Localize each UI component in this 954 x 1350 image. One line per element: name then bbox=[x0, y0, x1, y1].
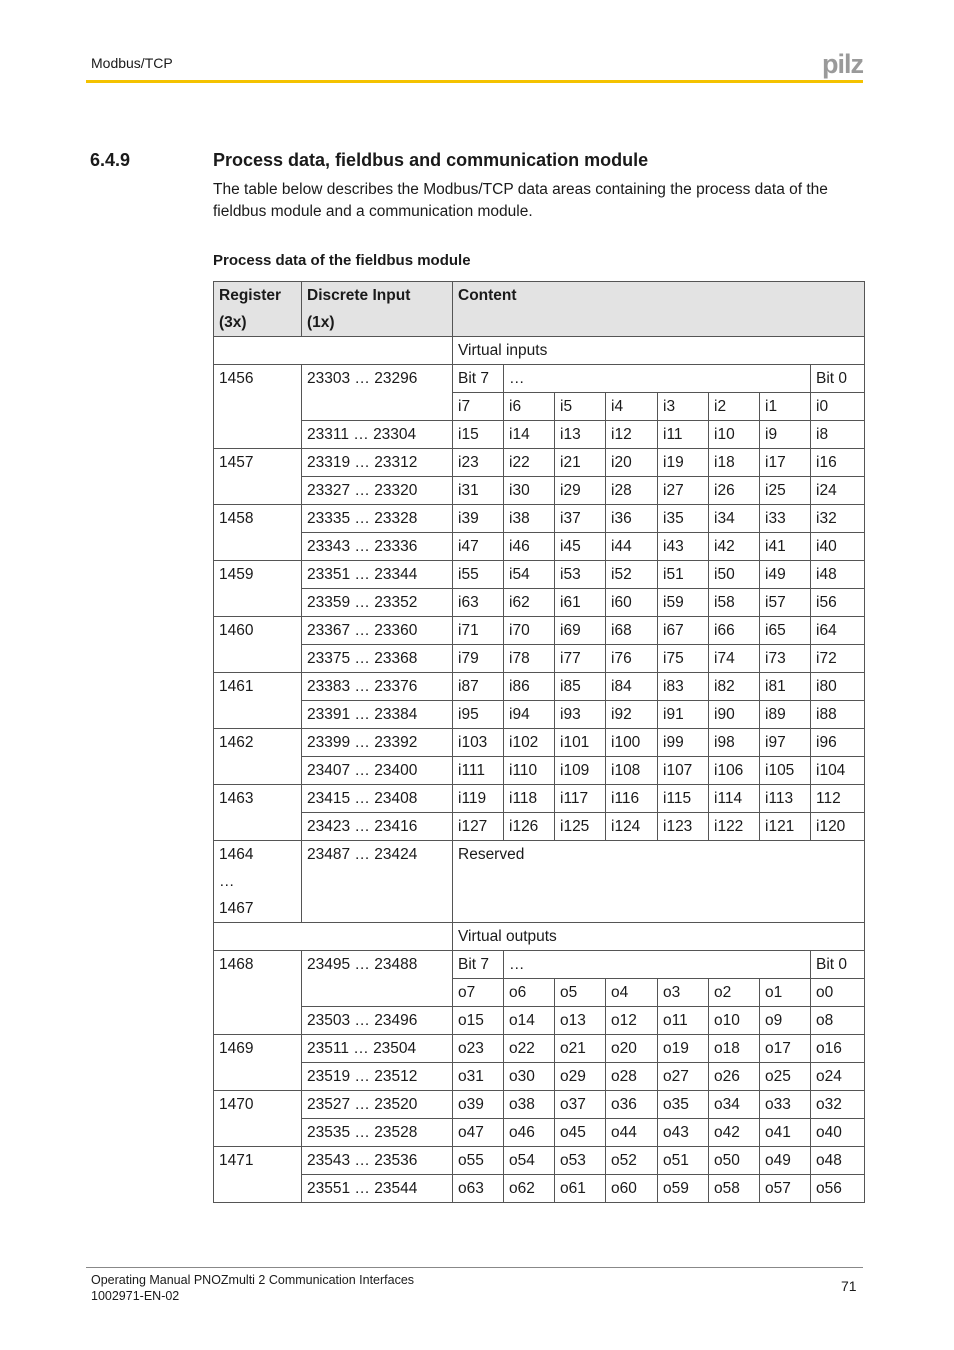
bit-cell: o12 bbox=[606, 1007, 658, 1035]
bit-cell: i127 bbox=[453, 813, 504, 841]
bit-cell: i11 bbox=[658, 421, 709, 449]
header-discrete-line1: Discrete Input bbox=[307, 287, 411, 304]
bit-cell: i39 bbox=[453, 505, 504, 533]
bit-cell: i36 bbox=[606, 505, 658, 533]
bit-cell: i50 bbox=[709, 561, 760, 589]
bit-cell: o4 bbox=[606, 979, 658, 1007]
bit-cell: i107 bbox=[658, 757, 709, 785]
bit-cell: i125 bbox=[555, 813, 606, 841]
discrete-input-cell: 23375 … 23368 bbox=[302, 645, 453, 673]
bit-cell: i2 bbox=[709, 393, 760, 421]
discrete-input-cell: 23543 … 23536 bbox=[302, 1147, 453, 1175]
bit-cell: o9 bbox=[760, 1007, 811, 1035]
bit-cell: i94 bbox=[504, 701, 555, 729]
bit-cell: i75 bbox=[658, 645, 709, 673]
table-row bbox=[214, 421, 865, 449]
bit-cell: i117 bbox=[555, 785, 606, 813]
bit-cell: i121 bbox=[760, 813, 811, 841]
bit-cell: i103 bbox=[453, 729, 504, 757]
section-label-row bbox=[214, 337, 865, 365]
bit-cell: o35 bbox=[658, 1091, 709, 1119]
bit-cell: o33 bbox=[760, 1091, 811, 1119]
bit-cell: i61 bbox=[555, 589, 606, 617]
bit-cell: i1 bbox=[760, 393, 811, 421]
header-content: Content bbox=[453, 282, 865, 337]
bit-ellipsis: … bbox=[504, 365, 811, 393]
register-cell: 1470 bbox=[214, 1091, 302, 1147]
bit-cell: o32 bbox=[811, 1091, 865, 1119]
section-number: 6.4.9 bbox=[90, 150, 131, 170]
discrete-input-cell: 23535 … 23528 bbox=[302, 1119, 453, 1147]
bit-cell: o16 bbox=[811, 1035, 865, 1063]
bit-cell: i119 bbox=[453, 785, 504, 813]
empty-cell bbox=[214, 923, 453, 951]
bit-cell: i20 bbox=[606, 449, 658, 477]
table-row bbox=[214, 589, 865, 617]
bit-cell: i0 bbox=[811, 393, 865, 421]
bit-cell: i60 bbox=[606, 589, 658, 617]
bit-cell: o3 bbox=[658, 979, 709, 1007]
bit-cell: i3 bbox=[658, 393, 709, 421]
bit-cell: o40 bbox=[811, 1119, 865, 1147]
bit-cell: i47 bbox=[453, 533, 504, 561]
table-caption: Process data of the fieldbus module bbox=[213, 252, 471, 269]
discrete-input-cell: 23327 … 23320 bbox=[302, 477, 453, 505]
discrete-input-cell: 23311 … 23304 bbox=[302, 421, 453, 449]
header-register bbox=[214, 282, 302, 337]
pilz-logo: pilz bbox=[822, 49, 863, 79]
bit-cell: i85 bbox=[555, 673, 606, 701]
reserved-content: Reserved bbox=[453, 841, 865, 923]
bit-cell: i120 bbox=[811, 813, 865, 841]
bit-cell: i66 bbox=[709, 617, 760, 645]
discrete-input-cell: 23519 … 23512 bbox=[302, 1063, 453, 1091]
section-label-row bbox=[214, 923, 865, 951]
bit-cell: o17 bbox=[760, 1035, 811, 1063]
bit-cell: o59 bbox=[658, 1175, 709, 1203]
bit-cell: i42 bbox=[709, 533, 760, 561]
bit0-label: Bit 0 bbox=[811, 365, 865, 393]
bit-cell: i91 bbox=[658, 701, 709, 729]
bit-cell: o22 bbox=[504, 1035, 555, 1063]
bit-cell: i19 bbox=[658, 449, 709, 477]
bit-cell: i59 bbox=[658, 589, 709, 617]
bit-cell: i26 bbox=[709, 477, 760, 505]
discrete-input-cell: 23391 … 23384 bbox=[302, 701, 453, 729]
table-row bbox=[214, 561, 865, 589]
bit-cell: i9 bbox=[760, 421, 811, 449]
bit-cell: o26 bbox=[709, 1063, 760, 1091]
bit-cell: i67 bbox=[658, 617, 709, 645]
bit-cell: i27 bbox=[658, 477, 709, 505]
table-row bbox=[214, 729, 865, 757]
bit-cell: o15 bbox=[453, 1007, 504, 1035]
table-row bbox=[214, 1119, 865, 1147]
bit-cell: o42 bbox=[709, 1119, 760, 1147]
bit-cell: i96 bbox=[811, 729, 865, 757]
bit-cell: i115 bbox=[658, 785, 709, 813]
bit-cell: i44 bbox=[606, 533, 658, 561]
bit-cell: o29 bbox=[555, 1063, 606, 1091]
bit-cell: o2 bbox=[709, 979, 760, 1007]
bit-cell: o55 bbox=[453, 1147, 504, 1175]
bit-cell: o54 bbox=[504, 1147, 555, 1175]
register-cell: 1457 bbox=[214, 449, 302, 505]
table-row bbox=[214, 1147, 865, 1175]
bit-cell: i114 bbox=[709, 785, 760, 813]
bit-cell: i18 bbox=[709, 449, 760, 477]
bit-cell: i109 bbox=[555, 757, 606, 785]
bit-cell: o45 bbox=[555, 1119, 606, 1147]
discrete-input-cell: 23359 … 23352 bbox=[302, 589, 453, 617]
bit-cell: o41 bbox=[760, 1119, 811, 1147]
bit-cell: i64 bbox=[811, 617, 865, 645]
bit-cell: o31 bbox=[453, 1063, 504, 1091]
bit-cell: i30 bbox=[504, 477, 555, 505]
discrete-input-cell: 23351 … 23344 bbox=[302, 561, 453, 589]
bit-cell: o52 bbox=[606, 1147, 658, 1175]
bit-cell: i45 bbox=[555, 533, 606, 561]
table-row bbox=[214, 449, 865, 477]
bit-cell: i24 bbox=[811, 477, 865, 505]
bit-cell: o44 bbox=[606, 1119, 658, 1147]
bit-cell: i108 bbox=[606, 757, 658, 785]
bit-cell: o7 bbox=[453, 979, 504, 1007]
bit-cell: o61 bbox=[555, 1175, 606, 1203]
bit-cell: i86 bbox=[504, 673, 555, 701]
bit-cell: i126 bbox=[504, 813, 555, 841]
bit-cell: i49 bbox=[760, 561, 811, 589]
discrete-input-cell: 23399 … 23392 bbox=[302, 729, 453, 757]
bit-cell: o46 bbox=[504, 1119, 555, 1147]
bit-cell: i43 bbox=[658, 533, 709, 561]
bit-cell: i55 bbox=[453, 561, 504, 589]
bit0-label: Bit 0 bbox=[811, 951, 865, 979]
bit-cell: i84 bbox=[606, 673, 658, 701]
bit-cell: o53 bbox=[555, 1147, 606, 1175]
bit-cell: o28 bbox=[606, 1063, 658, 1091]
table-row bbox=[214, 617, 865, 645]
reserved-row bbox=[214, 841, 865, 923]
register-cell: 1463 bbox=[214, 785, 302, 841]
bit-cell: o24 bbox=[811, 1063, 865, 1091]
bit-cell: i71 bbox=[453, 617, 504, 645]
header-discrete-input bbox=[302, 282, 453, 337]
bit7-label: Bit 7 bbox=[453, 951, 504, 979]
table-row bbox=[214, 701, 865, 729]
bit-cell: o43 bbox=[658, 1119, 709, 1147]
bit-cell: i4 bbox=[606, 393, 658, 421]
bit-cell: o56 bbox=[811, 1175, 865, 1203]
table-row bbox=[214, 505, 865, 533]
table-row bbox=[214, 1091, 865, 1119]
header-rule bbox=[86, 80, 863, 83]
bit-cell: i72 bbox=[811, 645, 865, 673]
discrete-input-cell: 23335 … 23328 bbox=[302, 505, 453, 533]
bit-cell: o8 bbox=[811, 1007, 865, 1035]
intro-paragraph: The table below describes the Modbus/TCP data areas containing the process data of the fieldbus module and a communication module. bbox=[213, 181, 828, 220]
bit-cell: i63 bbox=[453, 589, 504, 617]
bit-cell: i83 bbox=[658, 673, 709, 701]
bit-cell: o5 bbox=[555, 979, 606, 1007]
reserved-register-line: 1467 bbox=[219, 900, 254, 917]
bit-cell: i99 bbox=[658, 729, 709, 757]
bit-cell: i105 bbox=[760, 757, 811, 785]
bit-cell: i80 bbox=[811, 673, 865, 701]
bit-cell: i77 bbox=[555, 645, 606, 673]
discrete-input-cell: 23415 … 23408 bbox=[302, 785, 453, 813]
bit-cell: i35 bbox=[658, 505, 709, 533]
bit-cell: i116 bbox=[606, 785, 658, 813]
bit-cell: i70 bbox=[504, 617, 555, 645]
bit-cell: i10 bbox=[709, 421, 760, 449]
bit-cell: i98 bbox=[709, 729, 760, 757]
bit-cell: i54 bbox=[504, 561, 555, 589]
bit-cell: o21 bbox=[555, 1035, 606, 1063]
bit-cell: i81 bbox=[760, 673, 811, 701]
bit-cell: o6 bbox=[504, 979, 555, 1007]
bit-cell: o10 bbox=[709, 1007, 760, 1035]
table-row bbox=[214, 813, 865, 841]
register-cell: 1459 bbox=[214, 561, 302, 617]
discrete-input-cell: 23303 … 23296 bbox=[302, 365, 453, 421]
bit-cell: o48 bbox=[811, 1147, 865, 1175]
table-row bbox=[214, 533, 865, 561]
register-cell: 1460 bbox=[214, 617, 302, 673]
table-row bbox=[214, 477, 865, 505]
bit-cell: o20 bbox=[606, 1035, 658, 1063]
bit-cell: o49 bbox=[760, 1147, 811, 1175]
table-row bbox=[214, 365, 865, 393]
bit-cell: o14 bbox=[504, 1007, 555, 1035]
register-cell: 1468 bbox=[214, 951, 302, 1035]
discrete-input-cell: 23551 … 23544 bbox=[302, 1175, 453, 1203]
bit-cell: i110 bbox=[504, 757, 555, 785]
header-register-line2: (3x) bbox=[219, 314, 247, 331]
bit-cell: i37 bbox=[555, 505, 606, 533]
bit-cell: i68 bbox=[606, 617, 658, 645]
section-title: Process data, fieldbus and communication module bbox=[213, 150, 649, 170]
bit-cell: i97 bbox=[760, 729, 811, 757]
table-row bbox=[214, 1063, 865, 1091]
table-header-row bbox=[214, 282, 865, 337]
discrete-input-cell: 23503 … 23496 bbox=[302, 1007, 453, 1035]
discrete-input-cell: 23383 … 23376 bbox=[302, 673, 453, 701]
bit-cell: i56 bbox=[811, 589, 865, 617]
discrete-input-cell: 23319 … 23312 bbox=[302, 449, 453, 477]
bit-cell: i95 bbox=[453, 701, 504, 729]
process-data-table bbox=[213, 281, 865, 1203]
bit-cell: i23 bbox=[453, 449, 504, 477]
bit-cell: i17 bbox=[760, 449, 811, 477]
bit-ellipsis: … bbox=[504, 951, 811, 979]
bit-cell: o23 bbox=[453, 1035, 504, 1063]
running-header: Modbus/TCP bbox=[91, 55, 173, 71]
bit-cell: i76 bbox=[606, 645, 658, 673]
bit-cell: i38 bbox=[504, 505, 555, 533]
bit7-label: Bit 7 bbox=[453, 365, 504, 393]
register-cell: 1456 bbox=[214, 365, 302, 449]
virtual-inputs-label: Virtual inputs bbox=[453, 337, 865, 365]
bit-cell: i69 bbox=[555, 617, 606, 645]
empty-cell bbox=[214, 337, 453, 365]
bit-cell: o27 bbox=[658, 1063, 709, 1091]
bit-cell: i78 bbox=[504, 645, 555, 673]
register-cell: 1461 bbox=[214, 673, 302, 729]
bit-cell: i8 bbox=[811, 421, 865, 449]
reserved-register-line: … bbox=[219, 873, 235, 890]
bit-cell: i7 bbox=[453, 393, 504, 421]
bit-cell: o37 bbox=[555, 1091, 606, 1119]
bit-cell: i88 bbox=[811, 701, 865, 729]
footer-title: Operating Manual PNOZmulti 2 Communication Interfaces bbox=[91, 1273, 415, 1287]
bit-cell: i90 bbox=[709, 701, 760, 729]
bit-cell: i111 bbox=[453, 757, 504, 785]
bit-cell: i46 bbox=[504, 533, 555, 561]
table-row bbox=[214, 1175, 865, 1203]
bit-cell: i33 bbox=[760, 505, 811, 533]
bit-cell: o62 bbox=[504, 1175, 555, 1203]
table-row bbox=[214, 1007, 865, 1035]
bit-cell: i113 bbox=[760, 785, 811, 813]
table-row bbox=[214, 785, 865, 813]
bit-cell: i21 bbox=[555, 449, 606, 477]
bit-cell: o39 bbox=[453, 1091, 504, 1119]
bit-cell: o63 bbox=[453, 1175, 504, 1203]
table-row bbox=[214, 1035, 865, 1063]
bit-cell: i5 bbox=[555, 393, 606, 421]
bit-cell: o50 bbox=[709, 1147, 760, 1175]
bit-cell: i102 bbox=[504, 729, 555, 757]
bit-cell: i25 bbox=[760, 477, 811, 505]
discrete-input-cell: 23495 … 23488 bbox=[302, 951, 453, 1007]
page-number: 71 bbox=[841, 1278, 857, 1294]
header-discrete-line2: (1x) bbox=[307, 314, 335, 331]
bit-cell: i13 bbox=[555, 421, 606, 449]
bit-cell: o60 bbox=[606, 1175, 658, 1203]
discrete-input-cell: 23423 … 23416 bbox=[302, 813, 453, 841]
register-cell: 1458 bbox=[214, 505, 302, 561]
bit-cell: i101 bbox=[555, 729, 606, 757]
bit-cell: o30 bbox=[504, 1063, 555, 1091]
bit-cell: i100 bbox=[606, 729, 658, 757]
bit-cell: i12 bbox=[606, 421, 658, 449]
bit-cell: i29 bbox=[555, 477, 606, 505]
bit-cell: o11 bbox=[658, 1007, 709, 1035]
bit-cell: o34 bbox=[709, 1091, 760, 1119]
reserved-register-cell bbox=[214, 841, 302, 923]
bit-cell: i31 bbox=[453, 477, 504, 505]
bit-cell: i62 bbox=[504, 589, 555, 617]
discrete-input-cell: 23407 … 23400 bbox=[302, 757, 453, 785]
table-row bbox=[214, 645, 865, 673]
bit-cell: i15 bbox=[453, 421, 504, 449]
bit-cell: i74 bbox=[709, 645, 760, 673]
bit-cell: 112 bbox=[811, 785, 865, 813]
bit-cell: o38 bbox=[504, 1091, 555, 1119]
bit-cell: i104 bbox=[811, 757, 865, 785]
bit-cell: i48 bbox=[811, 561, 865, 589]
bit-cell: i22 bbox=[504, 449, 555, 477]
bit-cell: i53 bbox=[555, 561, 606, 589]
bit-cell: o19 bbox=[658, 1035, 709, 1063]
table-row bbox=[214, 673, 865, 701]
bit-cell: i28 bbox=[606, 477, 658, 505]
bit-cell: i57 bbox=[760, 589, 811, 617]
bit-cell: i118 bbox=[504, 785, 555, 813]
bit-cell: i51 bbox=[658, 561, 709, 589]
bit-cell: i41 bbox=[760, 533, 811, 561]
bit-cell: o18 bbox=[709, 1035, 760, 1063]
register-cell: 1471 bbox=[214, 1147, 302, 1203]
bit-cell: o36 bbox=[606, 1091, 658, 1119]
bit-cell: i40 bbox=[811, 533, 865, 561]
bit-cell: i79 bbox=[453, 645, 504, 673]
bit-cell: i92 bbox=[606, 701, 658, 729]
bit-cell: o57 bbox=[760, 1175, 811, 1203]
bit-cell: o13 bbox=[555, 1007, 606, 1035]
bit-cell: i14 bbox=[504, 421, 555, 449]
discrete-input-cell: 23343 … 23336 bbox=[302, 533, 453, 561]
register-cell: 1469 bbox=[214, 1035, 302, 1091]
reserved-discrete-input: 23487 … 23424 bbox=[302, 841, 453, 923]
bit-cell: i6 bbox=[504, 393, 555, 421]
bit-cell: i32 bbox=[811, 505, 865, 533]
footer-rule bbox=[86, 1267, 863, 1268]
discrete-input-cell: 23527 … 23520 bbox=[302, 1091, 453, 1119]
bit-cell: i16 bbox=[811, 449, 865, 477]
bit-cell: o51 bbox=[658, 1147, 709, 1175]
bit-cell: o1 bbox=[760, 979, 811, 1007]
bit-cell: i123 bbox=[658, 813, 709, 841]
bit-cell: i58 bbox=[709, 589, 760, 617]
bit-cell: i87 bbox=[453, 673, 504, 701]
bit-cell: i34 bbox=[709, 505, 760, 533]
table-row bbox=[214, 951, 865, 979]
bit-cell: i89 bbox=[760, 701, 811, 729]
bit-cell: o58 bbox=[709, 1175, 760, 1203]
register-cell: 1462 bbox=[214, 729, 302, 785]
bit-cell: i52 bbox=[606, 561, 658, 589]
header-register-line1: Register bbox=[219, 287, 282, 304]
table-row bbox=[214, 757, 865, 785]
bit-cell: i82 bbox=[709, 673, 760, 701]
bit-cell: i124 bbox=[606, 813, 658, 841]
reserved-register-line: 1464 bbox=[219, 846, 254, 863]
bit-cell: o25 bbox=[760, 1063, 811, 1091]
bit-cell: i73 bbox=[760, 645, 811, 673]
bit-cell: i93 bbox=[555, 701, 606, 729]
bit-cell: i65 bbox=[760, 617, 811, 645]
discrete-input-cell: 23511 … 23504 bbox=[302, 1035, 453, 1063]
bit-cell: i106 bbox=[709, 757, 760, 785]
bit-cell: o0 bbox=[811, 979, 865, 1007]
footer-doc-number: 1002971-EN-02 bbox=[91, 1289, 180, 1303]
bit-cell: o47 bbox=[453, 1119, 504, 1147]
discrete-input-cell: 23367 … 23360 bbox=[302, 617, 453, 645]
virtual-outputs-label: Virtual outputs bbox=[453, 923, 865, 951]
bit-cell: i122 bbox=[709, 813, 760, 841]
